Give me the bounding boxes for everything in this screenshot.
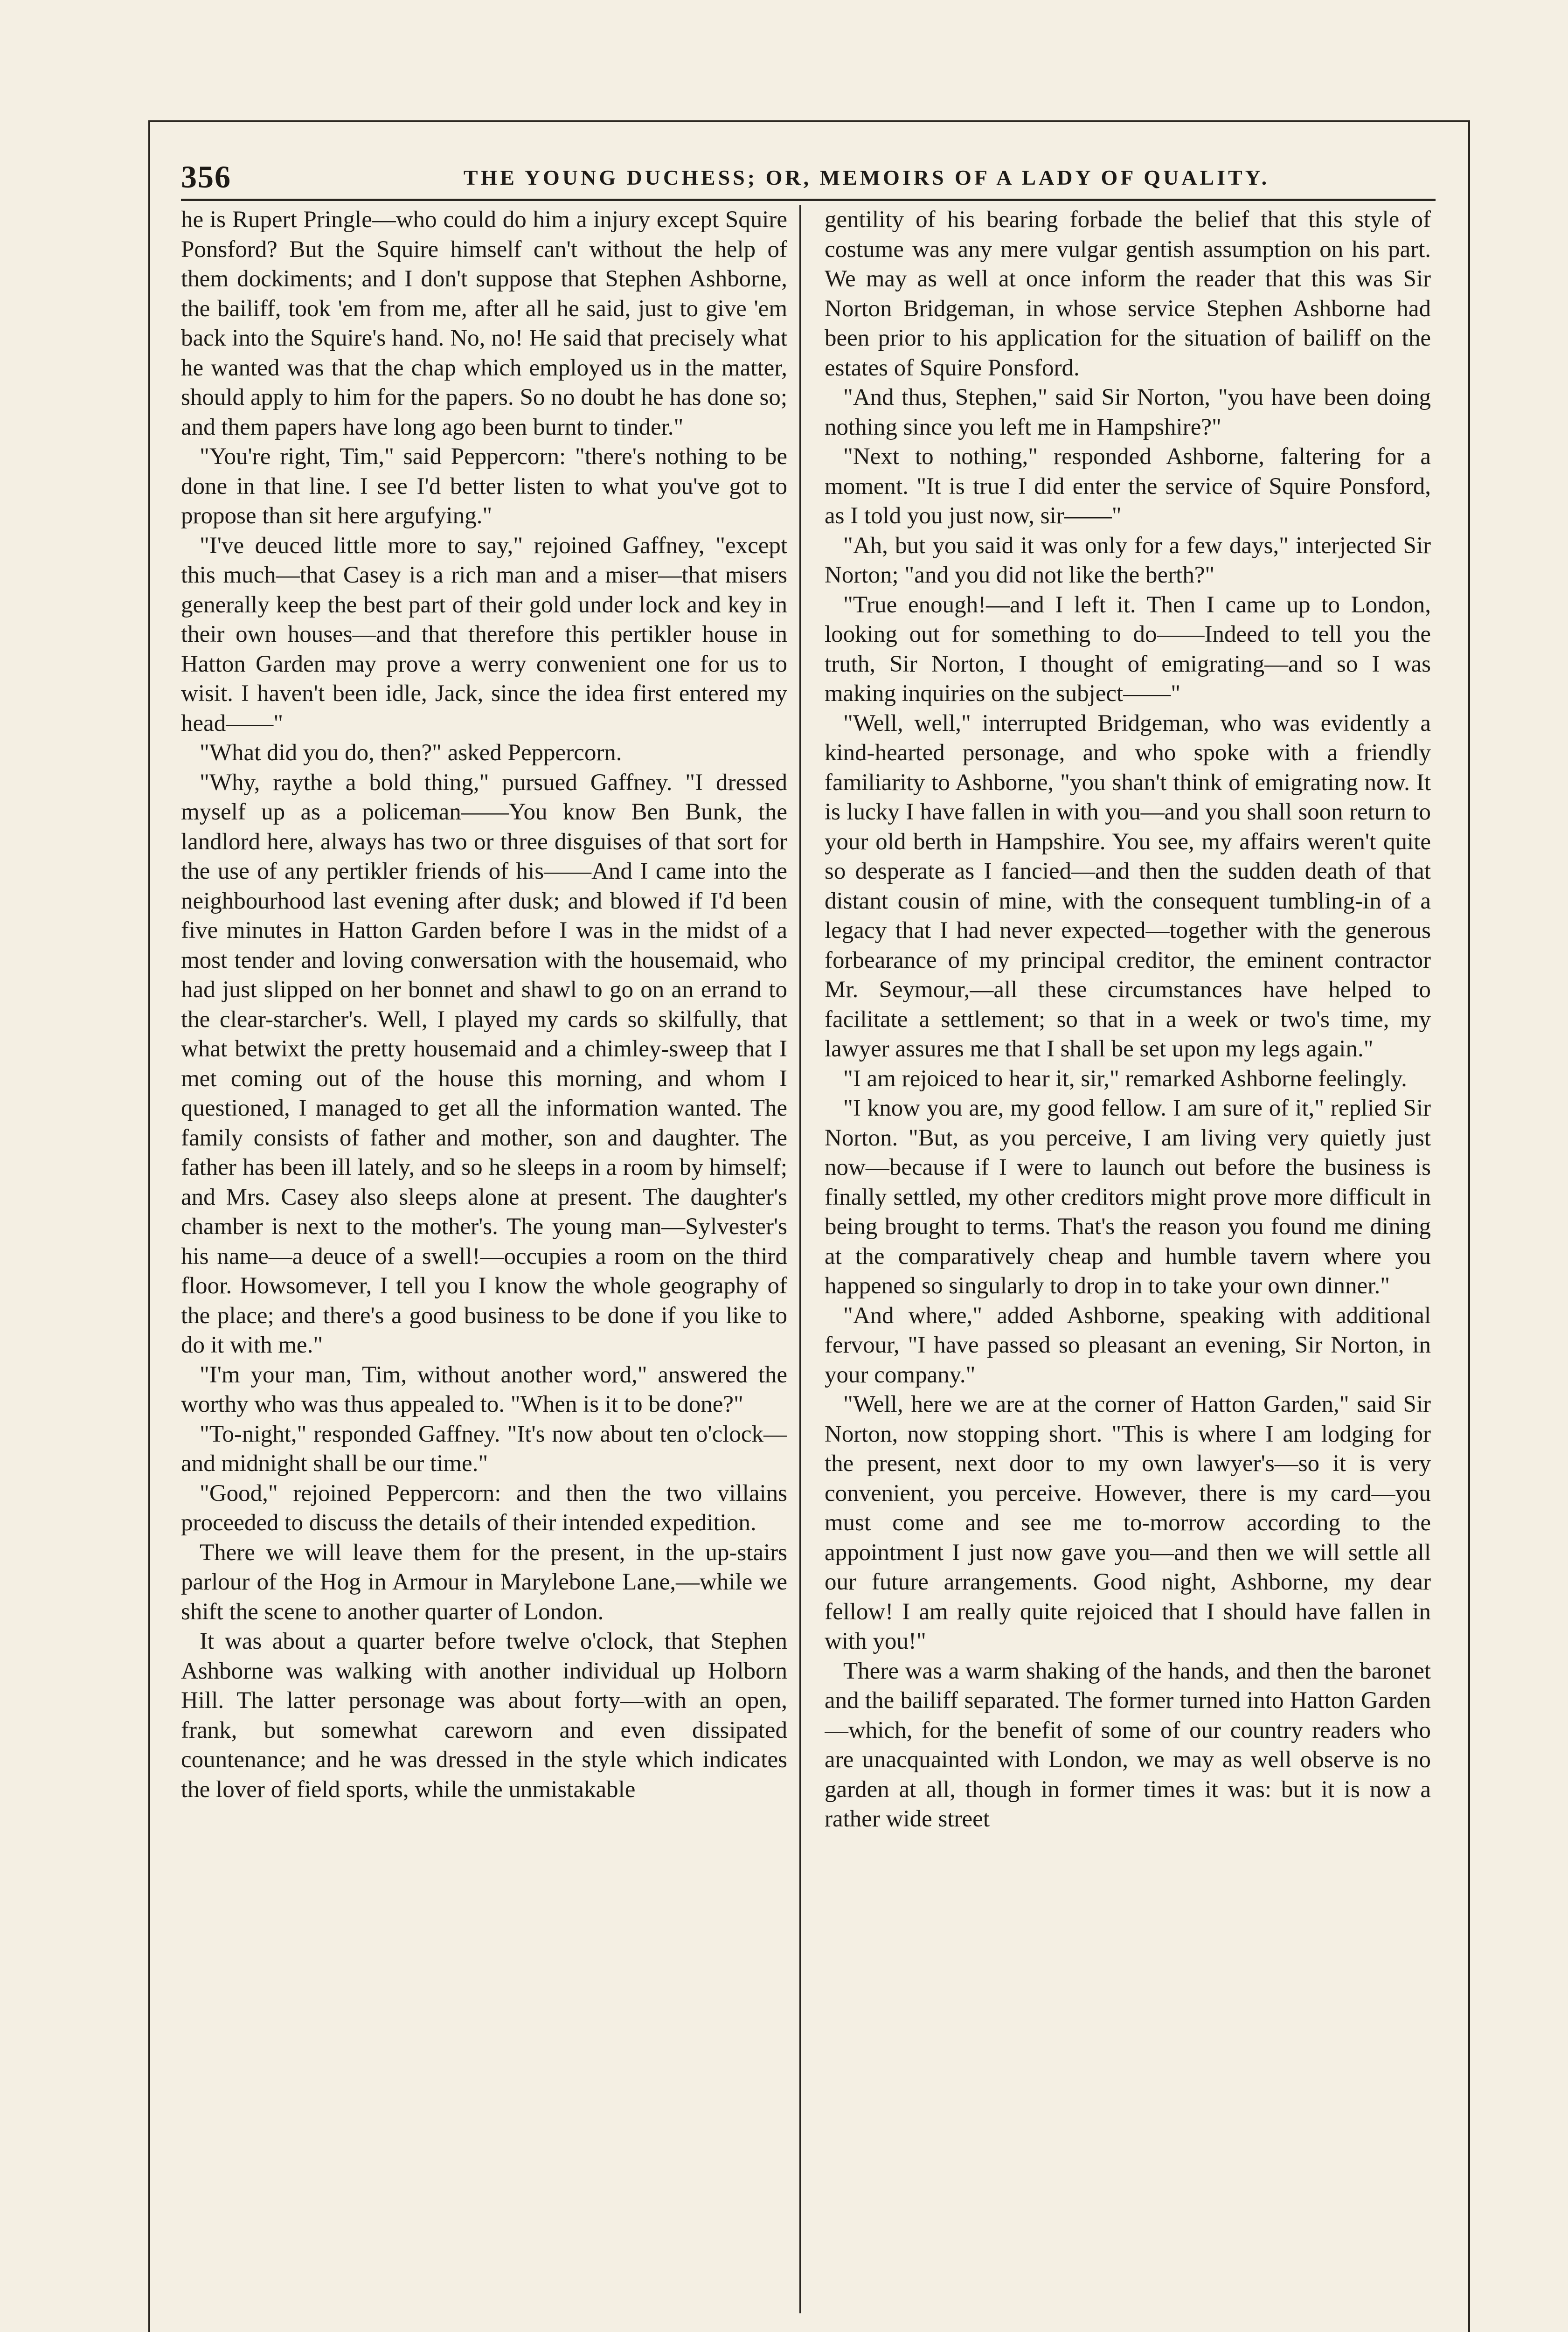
paragraph: "I'm your man, Tim, without another word," answered the worthy who was thus appealed to. "When is it to be done?": [181, 1361, 787, 1417]
header-rule: [181, 199, 1436, 201]
paragraph: It was about a quarter before twelve o'clock, that Stephen Ashborne was walking with another individual up Holborn Hill. The latter personage was about forty—with an open, frank, but somewhat careworn and even dissipated countenance; and he was dressed in the style which indicates the lover of field sports, while the unmistakable: [181, 1628, 787, 1803]
column-divider: [799, 205, 801, 2313]
paragraph: "Good," rejoined Peppercorn: and then the two villains proceeded to discuss the details of their intended expedition.: [181, 1480, 787, 1536]
paragraph: "I know you are, my good fellow. I am sure of it," replied Sir Norton. "But, as you perceive, I am living very quietly just now—because if I were to launch out before the business is finally settled, my other creditors might prove more difficult in being brought to terms. That's the reason you found me dining at the comparatively cheap and humble tavern where you happened so singularly to drop in to take your own dinner.": [825, 1095, 1431, 1299]
paragraph: There we will leave them for the present, in the up-stairs parlour of the Hog in Armour in Marylebone Lane,—while we shift the scene to another quarter of London.: [181, 1539, 787, 1625]
paragraph: "Well, well," interrupted Bridgeman, who was evidently a kind-hearted personage, and who spoke with a friendly familiarity to Ashborne, "you shan't think of emigrating now. It is lucky I have fallen in with you—and you shall soon return to your old berth in Hampshire. You see, my affairs weren't quite so desperate as I fancied—and then the sudden death of that distant cousin of mine, with the consequent tumbling-in of a legacy that I had never expected—together with the generous forbearance of my principal creditor, the eminent contractor Mr. Seymour,—all these circumstances have helped to facilitate a settlement; so that in a week or two's time, my lawyer assures me that I shall be set upon my legs again.": [825, 710, 1431, 1062]
right-column: [825, 205, 1431, 2318]
paragraph: "I've deuced little more to say," rejoined Gaffney, "except this much—that Casey is a rich man and a miser—that misers generally keep the best part of their gold under lock and key in their own houses—and that therefore this pertikler house in Hatton Garden may prove a werry conwenient one for us to wisit. I haven't been idle, Jack, since the idea first entered my head——": [181, 532, 787, 736]
paragraph: "Next to nothing," responded Ashborne, faltering for a moment. "It is true I did enter the service of Squire Ponsford, as I told you just now, sir——": [825, 444, 1431, 529]
paragraph: "You're right, Tim," said Peppercorn: "there's nothing to be done in that line. I see I'd better listen to what you've got to propose than sit here argufying.": [181, 444, 787, 529]
paragraph: "I am rejoiced to hear it, sir," remarked Ashborne feelingly.: [843, 1065, 1407, 1092]
paragraph: "And where," added Ashborne, speaking with additional fervour, "I have passed so pleasant an evening, Sir Norton, in your company.": [825, 1302, 1431, 1388]
paragraph: "Well, here we are at the corner of Hatton Garden," said Sir Norton, now stopping short. "This is where I am lodging for the present, next door to my own lawyer's—so it is very convenient, you perceive. However, there is my card—you must come and see me to-morrow according to the appointment I just now gave you—and then we will settle all our future arrangements. Good night, Ashborne, my dear fellow! I am really quite rejoiced that I should have fallen in with you!": [825, 1391, 1431, 1654]
paragraph: There was a warm shaking of the hands, and then the baronet and the bailiff separated. The former turned into Hatton Garden—which, for the benefit of some of our country readers who are unacquainted with London, we may as well observe is no garden at all, though in former times it was: but it is now a rather wide street: [825, 1658, 1431, 1832]
page-header: [181, 159, 1436, 201]
paragraph: he is Rupert Pringle—who could do him a injury except Squire Ponsford? But the Squire himself can't without the help of them dockiments; and I don't suppose that Stephen Ashborne, the bailiff, took 'em from me, after all he said, just to give 'em back into the Squire's hand. No, no! He said that precisely what he wanted was that the chap which employed us in the matter, should apply to him for the papers. So no doubt he has done so; and them papers have long ago been burnt to tinder.": [181, 207, 787, 440]
text-columns: [181, 205, 1436, 2318]
paragraph: "To-night," responded Gaffney. "It's now about ten o'clock—and midnight shall be our time.": [181, 1421, 787, 1477]
paragraph: "Why, raythe a bold thing," pursued Gaffney. "I dressed myself up as a policeman——You know Ben Bunk, the landlord here, always has two or three disguises of that sort for the use of any pertikler friends of his——And I came into the neighbourhood last evening after dusk; and blowed if I'd been five minutes in Hatton Garden before I was in the midst of a most tender and loving conwersation with the housemaid, who had just slipped on her bonnet and shawl to go on an errand to the clear-starcher's. Well, I played my cards so skilfully, that what betwixt the pretty housemaid and a chimley-sweep that I met coming out of the house this morning, and whom I questioned, I managed to get all the information wanted. The family consists of father and mother, son and daughter. The father has been ill lately, and so he sleeps in a room by himself; and Mrs. Casey also sleeps alone at present. The daughter's chamber is next to the mother's. The young man—Sylvester's his name—a deuce of a swell!—occupies a room on the third floor. Howsomever, I tell you I know the whole geography of the place; and there's a good business to be done if you like to do it with me.": [181, 769, 787, 1358]
paragraph: "What did you do, then?" asked Peppercorn.: [200, 740, 622, 766]
paragraph: gentility of his bearing forbade the belief that this style of costume was any mere vulgar gentish assumption on his part. We may as well at once inform the reader that this was Sir Norton Bridgeman, in whose service Stephen Ashborne had been prior to his application for the situation of bailiff on the estates of Squire Ponsford.: [825, 207, 1431, 381]
running-title: THE YOUNG DUCHESS; OR, MEMOIRS OF A LADY OF QUALITY.: [463, 166, 1270, 189]
left-column: [181, 205, 787, 2318]
paragraph: "And thus, Stephen," said Sir Norton, "you have been doing nothing since you left me in Hampshire?": [825, 384, 1431, 440]
paragraph: "Ah, but you said it was only for a few days," interjected Sir Norton; "and you did not like the berth?": [825, 532, 1431, 588]
page-number: 356: [181, 159, 231, 194]
paragraph: "True enough!—and I left it. Then I came up to London, looking out for something to do——Indeed to tell you the truth, Sir Norton, I thought of emigrating—and so I was making inquiries on the subject——": [825, 591, 1431, 707]
